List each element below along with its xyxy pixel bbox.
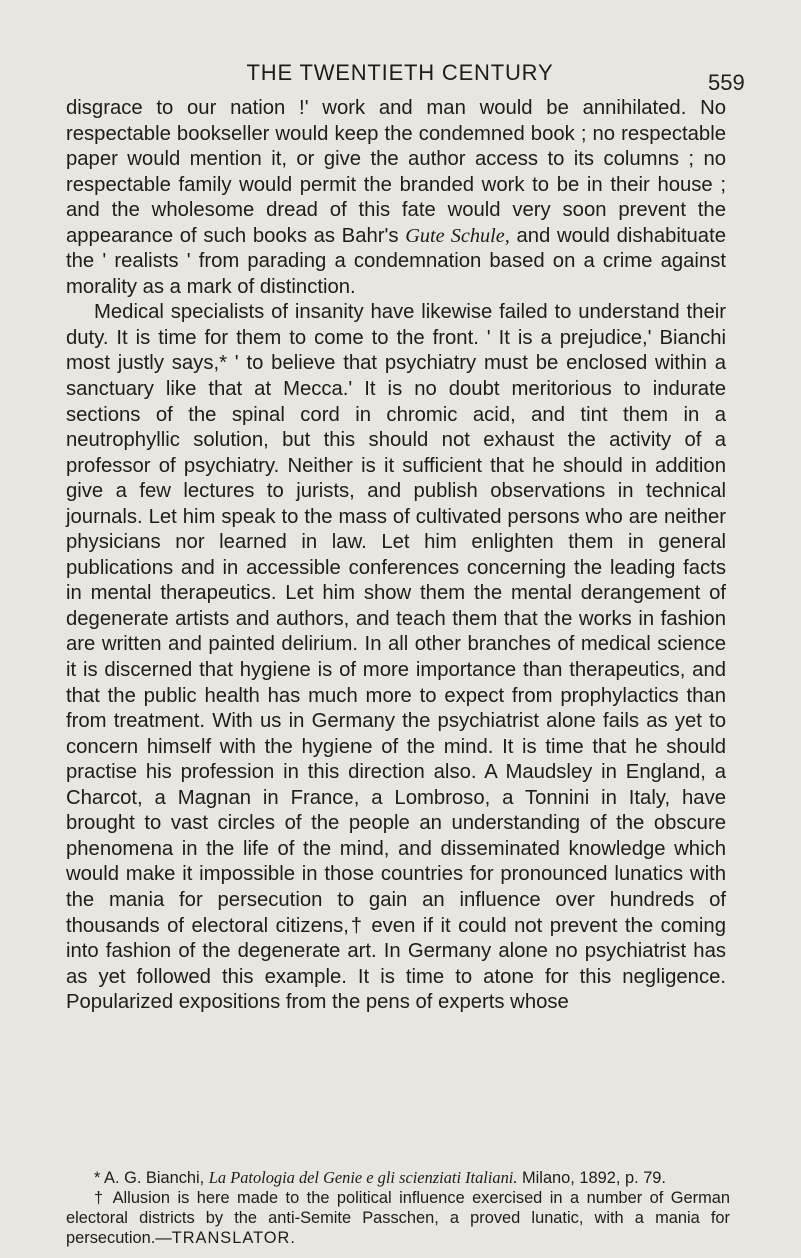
paragraph-1-text: disgrace to our nation !' work and man would be annihilated. No respectable bookseller would keep the condemned book ; no respectable paper would mention it, or give the author access to its columns ; no respectable family would permit the branded work to be in their house ; and the wholesome dread of this fate would very soon prevent the appearance of such books as Bahr's (66, 97, 726, 247)
paragraph-1-end: and would dishabituate the ' realists ' from parading a condemnation based on a crime against morality as a mark of distinction. (66, 224, 726, 298)
book-title-gute-schule: Gute Schule, (405, 224, 510, 247)
running-head: THE TWENTIETH CENTURY (246, 60, 554, 85)
paragraph-2: Medical specialists of insanity have likewise failed to understand their duty. It is time for them to come to the front. ' It is a prejudice,' Bianchi most justly says,* ' to believe that psychiatry must be enclosed within a sanctuary like that at Mecca.' It is no doubt meritorious to indurate sections of the spinal cord in chromic acid, and tint them in a neutrophyllic solution, but this should not exhaust the activity of a professor of psychiatry. Neither is it sufficient that he should in addition give a few lectures to jurists, and publish observations in technical journals. Let him speak to the mass of cultivated persons who are neither physicians nor learned in law. Let him enlighten them in general publications and in accessible conferences concerning the leading facts in mental therapeutics. Let him show them the mental derangement of degenerate artists and authors, and teach them that the works in fashion are written and painted delirium. In all other branches of medical science it is discerned that hygiene is of more importance than therapeutics, and that the public health has much more to expect from prophylactics than from treatment. With us in Germany the psychiatrist alone fails as yet to concern himself with the hygiene of the mind. It is time that he should practise his profession in this direction also. A Maudsley in England, a Charcot, a Magnan in France, a Lombroso, a Tonnini in Italy, have brought to vast circles of the people an understanding of the obscure phenomena in the life of the mind, and disseminated knowledge which would make it impossible in those countries for pronounced lunatics with the mania for persecution to gain an influence over hundreds of thousands of electoral citizens,† even if it could not prevent the coming into fashion of the degenerate art. In Germany alone no psychiatrist has as yet followed this example. It is time to atone for this negligence. Popularized expositions from the pens of experts whose (66, 301, 726, 1014)
footnote-1-end: Milano, 1892, p. 79. (517, 1169, 666, 1187)
footnotes (66, 1168, 730, 1248)
footnote-2-text: † Allusion is here made to the political influence exercised in a number of German electoral districts by the anti-Semite Passchen, a proved lunatic, with a mania for persecution.— (66, 1189, 730, 1247)
footnote-2 (66, 1188, 730, 1248)
body-text (66, 96, 726, 1016)
paragraph-1 (66, 96, 726, 300)
footnote-1-lead: * A. G. Bianchi, (94, 1169, 209, 1187)
footnote-2-translator: TRANSLATOR. (171, 1229, 296, 1247)
footnote-1-title: La Patologia del Genie e gli scienziati Italiani. (208, 1168, 518, 1187)
footnote-1 (66, 1168, 730, 1188)
page-number: 559 (708, 70, 745, 95)
